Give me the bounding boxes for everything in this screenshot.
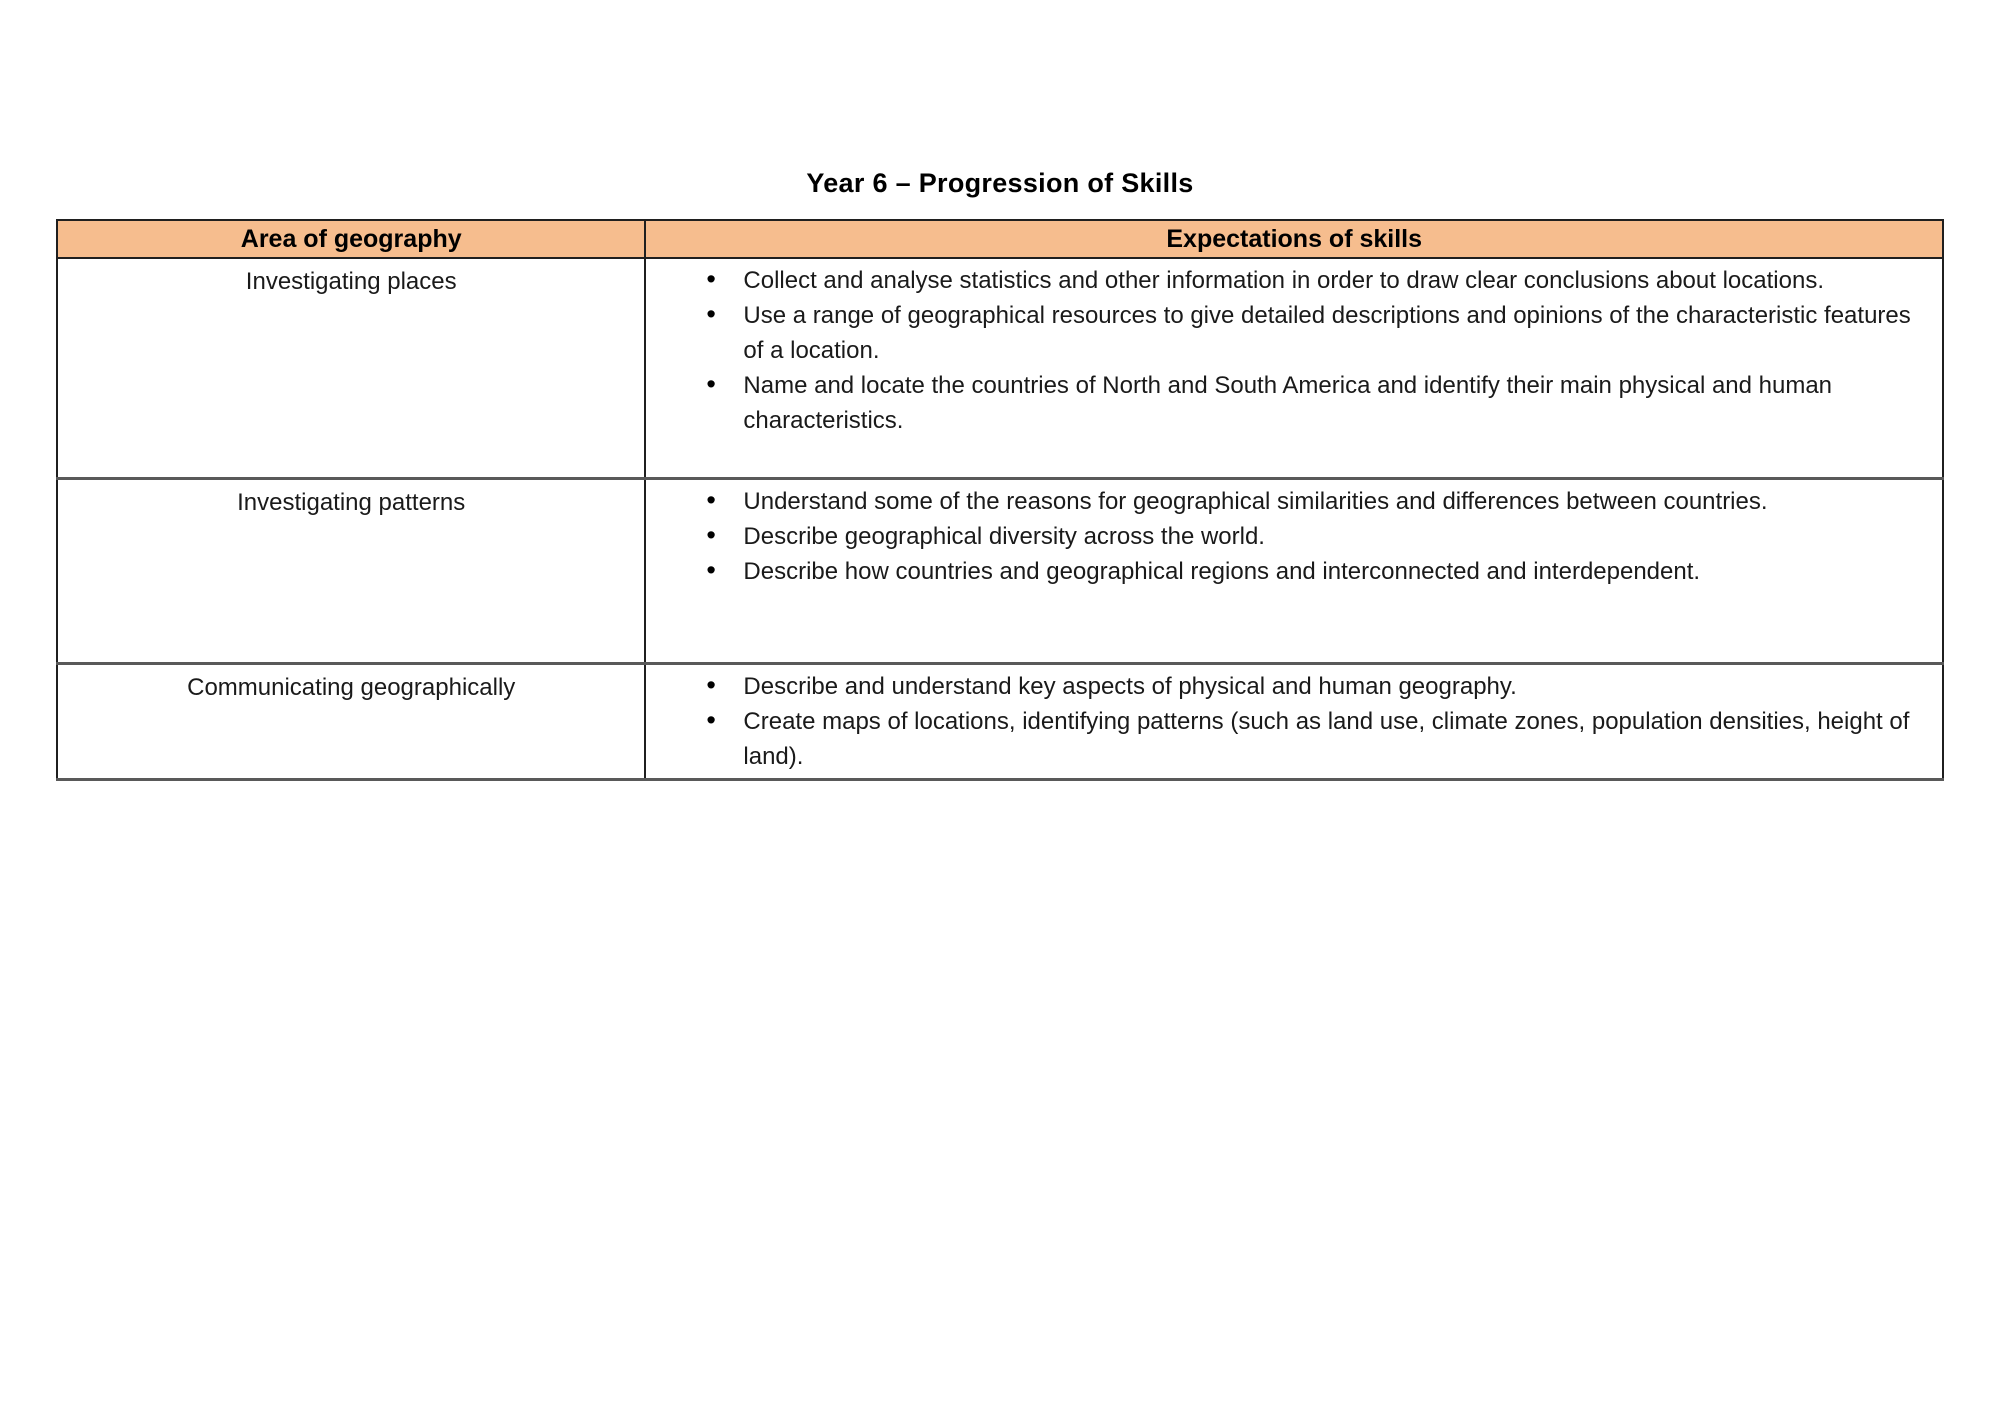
- table-row-investigating-places: [57, 258, 1943, 479]
- header-area-of-geography: Area of geography: [57, 220, 645, 258]
- page-title: Year 6 – Progression of Skills: [806, 168, 1194, 198]
- skill-item: • Describe how countries and geographical regions and interconnected and interdependent.: [743, 554, 1918, 589]
- area-cell: Investigating places: [57, 258, 645, 479]
- progression-of-skills-table: [56, 219, 1944, 781]
- skill-item: • Describe geographical diversity across the world.: [743, 519, 1918, 554]
- skills-cell: [645, 479, 1943, 664]
- skill-item: • Collect and analyse statistics and other information in order to draw clear conclusions about locations.: [743, 263, 1918, 298]
- area-cell: Investigating patterns: [57, 479, 645, 664]
- skill-item: • Create maps of locations, identifying patterns (such as land use, climate zones, population densities, height of land).: [743, 704, 1918, 774]
- area-cell: Communicating geographically: [57, 664, 645, 780]
- table-row-communicating-geographically: [57, 664, 1943, 780]
- skills-list: [646, 669, 1942, 774]
- skills-list: [646, 484, 1942, 589]
- skill-item: • Name and locate the countries of North and South America and identify their main physical and human characteristics.: [743, 368, 1918, 438]
- header-row: [57, 220, 1943, 258]
- skills-cell: [645, 258, 1943, 479]
- header-expectations-of-skills: Expectations of skills: [645, 220, 1943, 258]
- skill-item: • Understand some of the reasons for geographical similarities and differences between countries.: [743, 484, 1918, 519]
- table-row-investigating-patterns: [57, 479, 1943, 664]
- table-body: [57, 258, 1943, 780]
- skill-item: • Use a range of geographical resources to give detailed descriptions and opinions of the characteristic features of a location.: [743, 298, 1918, 368]
- skills-cell: [645, 664, 1943, 780]
- table-header: [57, 220, 1943, 258]
- skill-item: • Describe and understand key aspects of physical and human geography.: [743, 669, 1918, 704]
- skills-list: [646, 263, 1942, 438]
